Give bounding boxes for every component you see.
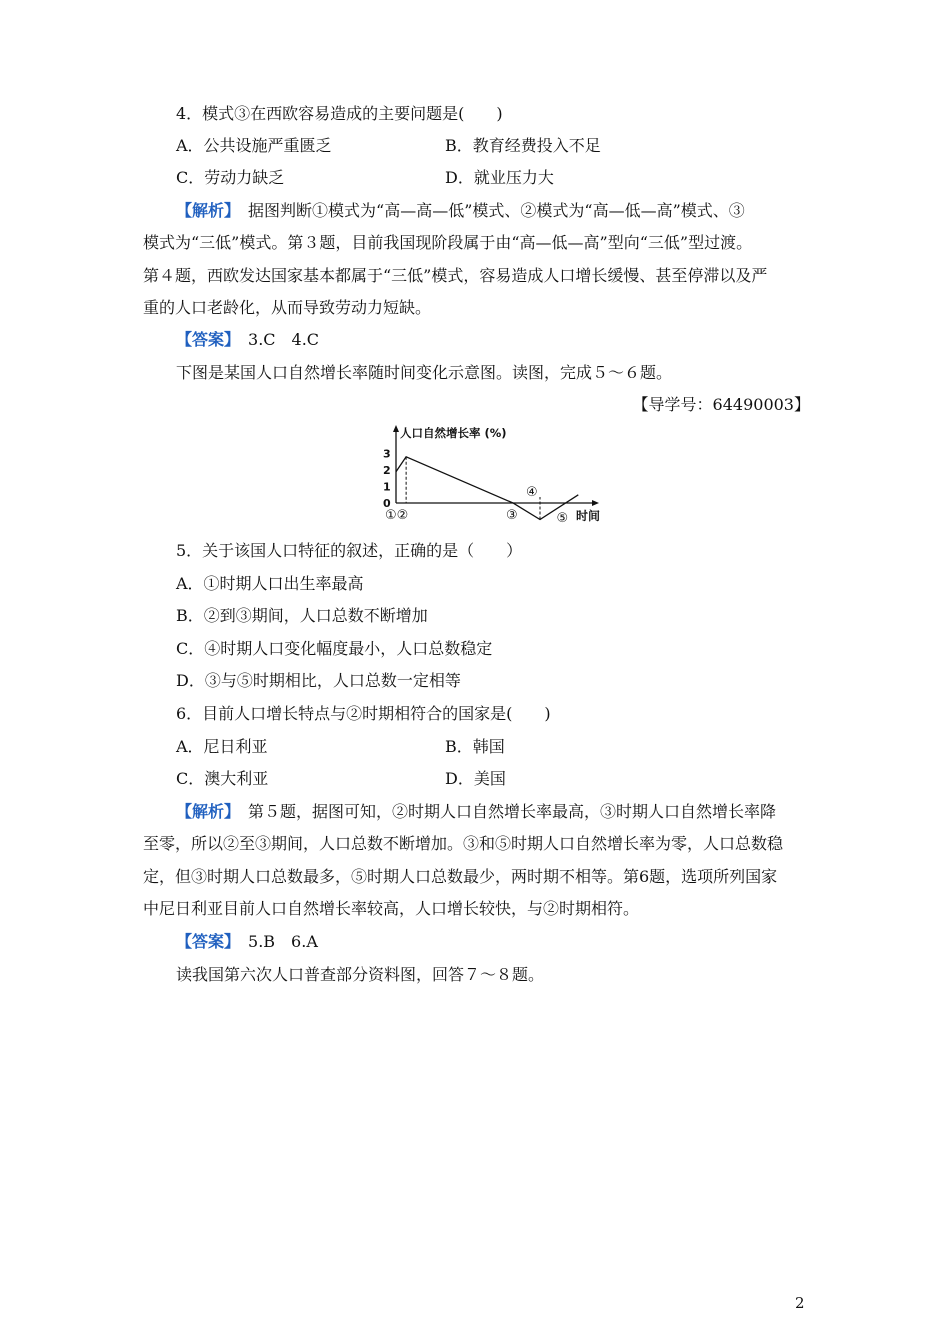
answer-text: 5.B 6.A	[248, 932, 318, 951]
x-axis-arrow	[592, 500, 599, 506]
x-axis-label: 时间	[576, 509, 601, 523]
q5-option-c: C．④时期人口变化幅度最小，人口总数稳定	[176, 639, 493, 658]
answer-block-2	[176, 932, 318, 952]
q4-option-d: D．就业压力大	[445, 168, 554, 187]
analysis-block-2	[176, 802, 776, 822]
analysis-line: 中尼日利亚目前人口自然增长率较高，人口增长较快，与②时期相符。	[143, 899, 640, 918]
answer-text: 3.C 4.C	[248, 330, 320, 349]
answer-tag: 【答案】	[176, 932, 233, 951]
q5-option-b: B．②到③期间，人口总数不断增加	[176, 606, 428, 625]
q5-option-a: A．①时期人口出生率最高	[176, 574, 364, 593]
period-label: ①②	[385, 508, 409, 523]
period-label: ⑤	[556, 511, 569, 526]
q6-option-b: B．韩国	[445, 737, 505, 756]
analysis-line: 至零，所以②至③期间，人口总数不断增加。③和⑤时期人口自然增长率为零，人口总数稳	[143, 834, 784, 853]
analysis-line: 第５题，据图可知，②时期人口自然增长率最高，③时期人口自然增长率降	[248, 802, 777, 821]
y-tick-label: 1	[383, 480, 391, 494]
q4-option-b: B．教育经费投入不足	[445, 136, 601, 155]
q6-option-d: D．美国	[445, 769, 506, 788]
q5-stem: 5．关于该国人口特征的叙述，正确的是（ ）	[176, 541, 523, 560]
analysis-block-1	[176, 201, 745, 221]
q6-option-c: C．澳大利亚	[176, 769, 269, 788]
y-tick-label: 0	[383, 497, 391, 510]
analysis-line: 定，但③时期人口总数最多，⑤时期人口总数最少，两时期不相等。第6题，选项所列国家	[143, 867, 778, 886]
analysis-line: 据图判断①模式为“高—高—低”模式、②模式为“高—低—高”模式、③	[248, 201, 745, 220]
growth-rate-chart	[370, 422, 610, 526]
period-label: ④	[526, 485, 538, 500]
answer-tag: 【答案】	[176, 330, 233, 349]
y-tick-label: 2	[383, 464, 391, 477]
y-axis-arrow	[393, 425, 399, 432]
q6-option-a: A．尼日利亚	[176, 737, 268, 756]
intro-q7-8: 读我国第六次人口普查部分资料图，回答７～８题。	[176, 965, 545, 984]
q6-stem: 6．目前人口增长特点与②时期相符合的国家是( )	[176, 704, 551, 723]
guide-number: 【导学号：64490003】	[632, 395, 810, 414]
analysis-line: 第４题，西欧发达国家基本都属于“三低”模式，容易造成人口增长缓慢、甚至停滞以及严	[143, 266, 768, 285]
q4-option-a: A．公共设施严重匮乏	[176, 136, 332, 155]
analysis-tag: 【解析】	[176, 802, 233, 821]
y-axis-label: 人口自然增长率 (%)	[400, 426, 507, 440]
analysis-line: 模式为“三低”模式。第３题，目前我国现阶段属于由“高—低—高”型向“三低”型过渡。	[143, 233, 753, 252]
q4-stem: 4．模式③在西欧容易造成的主要问题是( )	[176, 104, 503, 123]
page-number: 2	[795, 1294, 805, 1312]
analysis-tag: 【解析】	[176, 201, 233, 220]
analysis-line: 重的人口老龄化，从而导致劳动力短缺。	[143, 298, 432, 317]
q4-option-c: C．劳动力缺乏	[176, 168, 285, 187]
growth-rate-line	[396, 457, 578, 520]
period-label: ③	[506, 508, 518, 523]
q5-option-d: D．③与⑤时期相比，人口总数一定相等	[176, 671, 461, 690]
intro-q5-6: 下图是某国人口自然增长率随时间变化示意图。读图，完成５～６题。	[176, 363, 673, 382]
answer-block-1	[176, 330, 319, 350]
y-tick-label: 3	[383, 447, 391, 461]
